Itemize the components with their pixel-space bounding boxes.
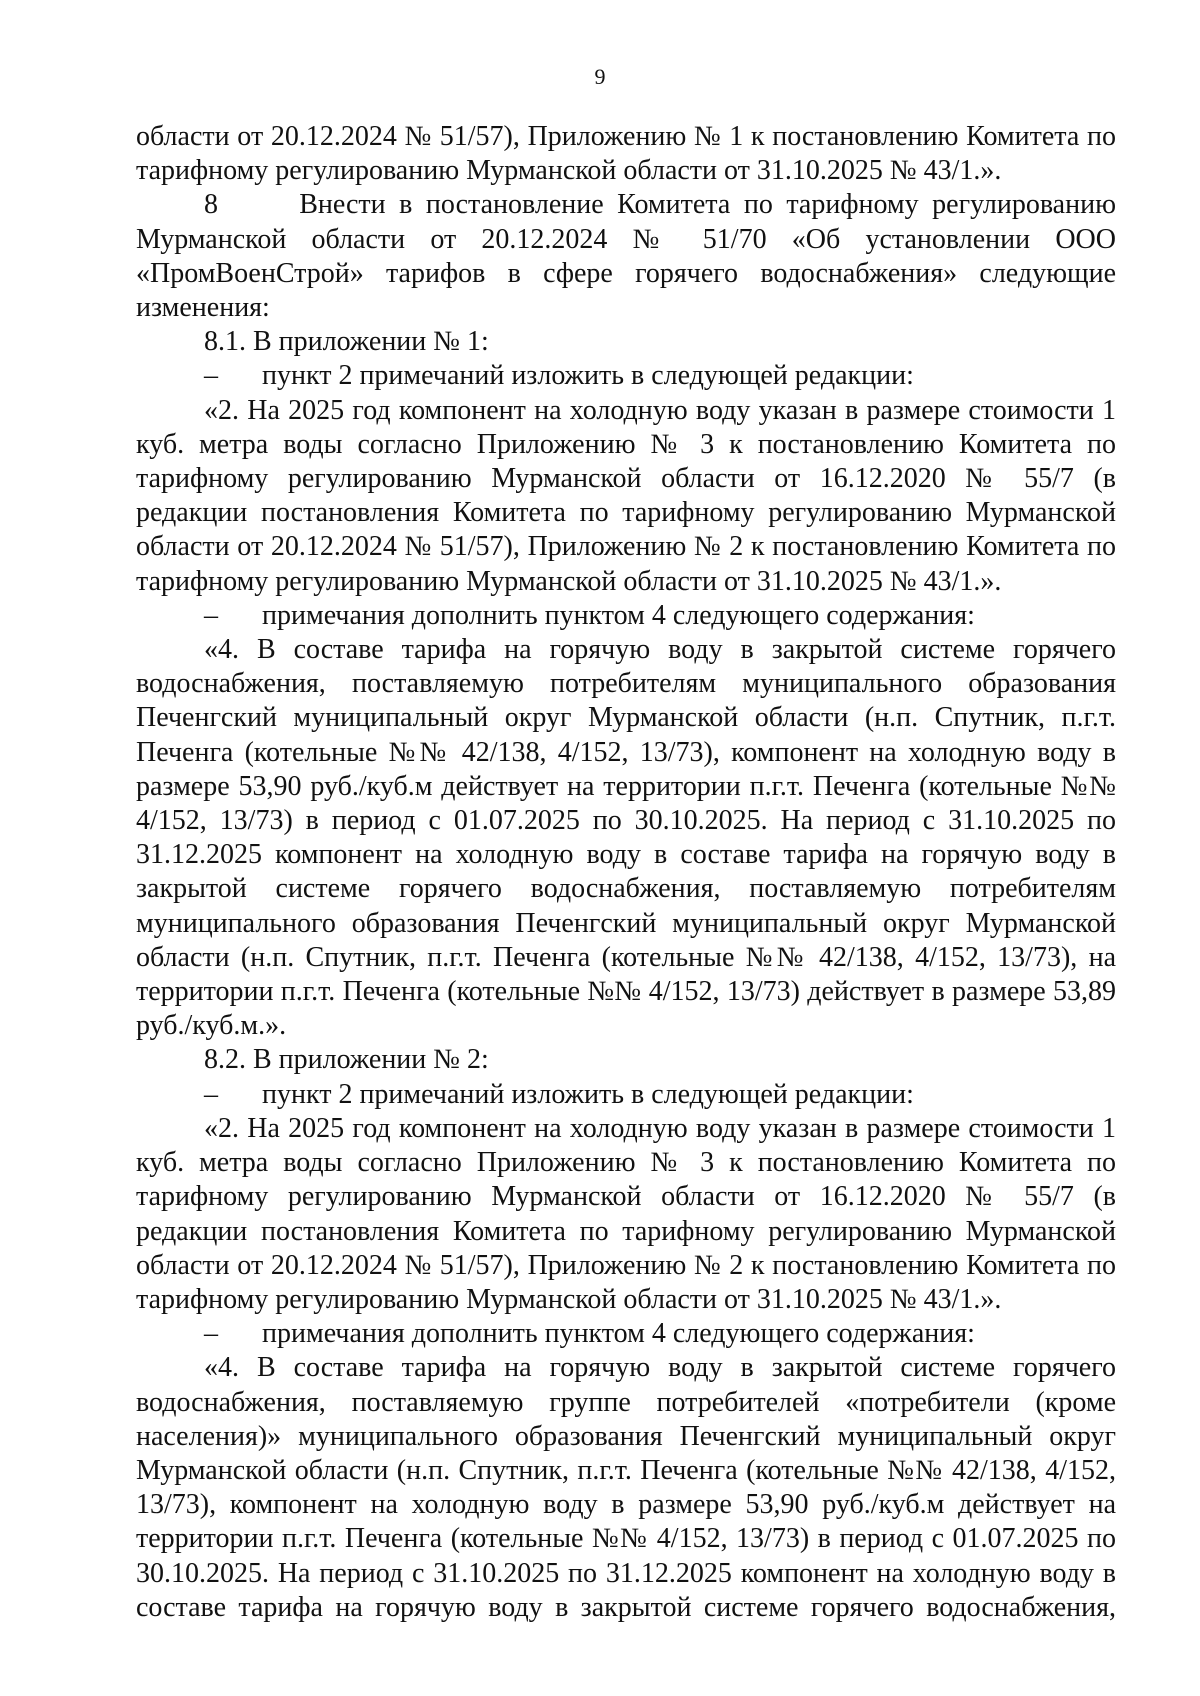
paragraph-item-8-2: 8.2. В приложении № 2:	[204, 1044, 489, 1076]
dash-mark: –	[204, 1078, 218, 1110]
dash-item-text: примечания дополнить пунктом 4 следующего содержания:	[262, 1318, 975, 1350]
document-body	[136, 120, 1123, 1625]
paragraph-quote-note-2: «2. На 2025 год компонент на холодную воду указан в размере стоимости 1 куб. метра воды согласно Приложению № 3 к постановлению Комитета по тарифному регулированию Мурманской области от 16.12.2020 № 55/7 (в редакции постановления Комитета по тарифному регулированию Мурманской области от 20.12.2024 № 51/57), Приложению № 2 к постановлению Комитета по тарифному регулированию Мурманской области от 31.10.2025 № 43/1.».	[136, 1112, 1116, 1315]
paragraph-continuation: области от 20.12.2024 № 51/57), Приложению № 1 к постановлению Комитета по тарифному регулированию Мурманской области от 31.10.2025 № 43/1.».	[136, 121, 1116, 187]
paragraph-item-8: 8 Внести в постановление Комитета по тарифному регулированию Мурманской области от 20.12.2024 № 51/70 «Об установлении ООО «ПромВоенСтрой» тарифов в сфере горячего водоснабжения» следующие изменения:	[136, 189, 1123, 324]
paragraph-quote-note-4: «4. В составе тарифа на горячую воду в закрытой системе горячего водоснабжения, поставляемую потребителям муниципального образования Печенгский муниципальный округ Мурманской области (н.п. Спутник, п.г.т. Печенга (котельные №№ 42/138, 4/152, 13/73), компонент на холодную воду в размере 53,90 руб./куб.м действует на территории п.г.т. Печенга (котельные №№ 4/152, 13/73) в период с 01.07.2025 по 30.10.2025. На период с 31.10.2025 по 31.12.2025 компонент на холодную воду в составе тарифа на горячую воду в закрытой системе горячего водоснабжения, поставляемую потребителям муниципального образования Печенгский муниципальный округ Мурманской области (н.п. Спутник, п.г.т. Печенга (котельные №№ 42/138, 4/152, 13/73), на территории п.г.т. Печенга (котельные №№ 4/152, 13/73) действует в размере 53,89 руб./куб.м.».	[136, 634, 1116, 1042]
dash-mark: –	[204, 360, 218, 392]
dash-list-item	[136, 1078, 1116, 1112]
dash-item-text: примечания дополнить пунктом 4 следующего содержания:	[262, 599, 975, 631]
dash-mark: –	[204, 599, 218, 631]
dash-list-item	[136, 599, 1116, 633]
dash-list-item	[136, 359, 1116, 393]
dash-item-text: пункт 2 примечаний изложить в следующей редакции:	[262, 1078, 914, 1110]
dash-list-item	[136, 1317, 1116, 1351]
paragraph-quote-note-4: «4. В составе тарифа на горячую воду в закрытой системе горячего водоснабжения, поставляемую группе потребителей «потребители (кроме населения)» муниципального образования Печенгский муниципальный округ Мурманской области (н.п. Спутник, п.г.т. Печенга (котельные №№ 42/138, 4/152, 13/73), компонент на холодную воду в размере 53,90 руб./куб.м действует на территории п.г.т. Печенга (котельные №№ 4/152, 13/73) в период с 01.07.2025 по 30.10.2025. На период с 31.10.2025 по 31.12.2025 компонент на холодную воду в составе тарифа на горячую воду в закрытой системе горячего водоснабжения,	[136, 1352, 1116, 1623]
dash-mark: –	[204, 1318, 218, 1350]
paragraph-quote-note-2: «2. На 2025 год компонент на холодную воду указан в размере стоимости 1 куб. метра воды согласно Приложению № 3 к постановлению Комитета по тарифному регулированию Мурманской области от 16.12.2020 № 55/7 (в редакции постановления Комитета по тарифному регулированию Мурманской области от 20.12.2024 № 51/57), Приложению № 2 к постановлению Комитета по тарифному регулированию Мурманской области от 31.10.2025 № 43/1.».	[136, 394, 1116, 597]
paragraph-item-8-1: 8.1. В приложении № 1:	[204, 326, 489, 358]
page-number: 9	[594, 64, 606, 89]
dash-item-text: пункт 2 примечаний изложить в следующей редакции:	[262, 360, 914, 392]
